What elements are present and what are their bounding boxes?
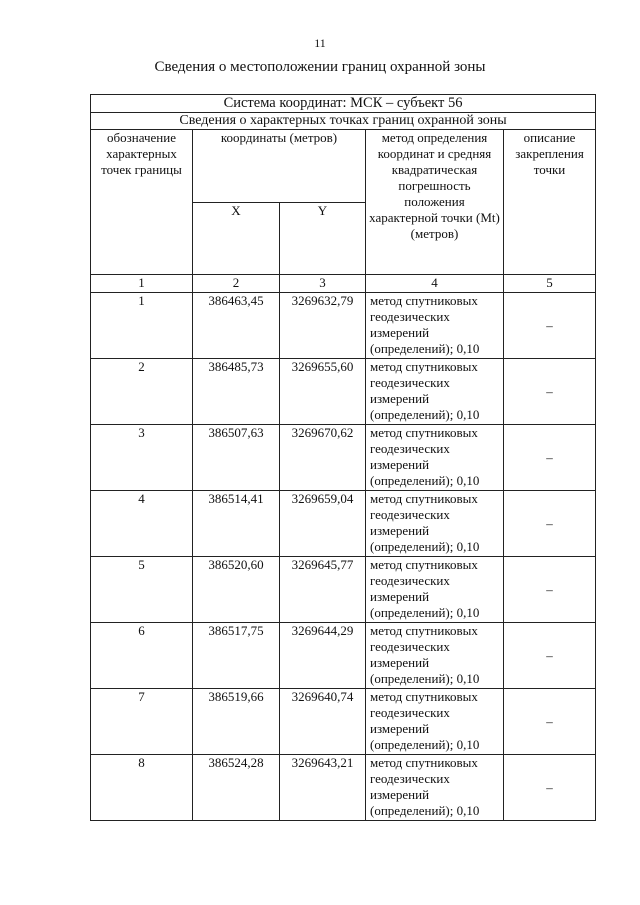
x-coordinate: 386507,63 bbox=[193, 425, 280, 491]
y-coordinate: 3269640,74 bbox=[280, 689, 366, 755]
column-number: 2 bbox=[193, 275, 280, 293]
point-number: 1 bbox=[91, 293, 193, 359]
method-cell: метод спутниковых геодезических измерений (определений); 0,10 bbox=[366, 755, 504, 821]
method-cell: метод спутниковых геодезических измерений (определений); 0,10 bbox=[366, 359, 504, 425]
description-cell: – bbox=[504, 557, 596, 623]
method-cell: метод спутниковых геодезических измерений (определений); 0,10 bbox=[366, 491, 504, 557]
x-coordinate: 386519,66 bbox=[193, 689, 280, 755]
header-coordinates: координаты (метров) bbox=[193, 130, 366, 203]
description-cell: – bbox=[504, 293, 596, 359]
description-cell: – bbox=[504, 359, 596, 425]
page-number: 11 bbox=[314, 36, 326, 50]
column-number: 1 bbox=[91, 275, 193, 293]
y-coordinate: 3269659,04 bbox=[280, 491, 366, 557]
header-description: описание закрепления точки bbox=[504, 130, 596, 275]
description-cell: – bbox=[504, 491, 596, 557]
point-number: 6 bbox=[91, 623, 193, 689]
table-row bbox=[91, 623, 596, 689]
table-row bbox=[91, 425, 596, 491]
header-x: X bbox=[193, 202, 280, 275]
y-coordinate: 3269670,62 bbox=[280, 425, 366, 491]
x-coordinate: 386463,45 bbox=[193, 293, 280, 359]
header-y: Y bbox=[280, 202, 366, 275]
point-number: 5 bbox=[91, 557, 193, 623]
section-label: Сведения о характерных точках границ охранной зоны bbox=[91, 113, 596, 130]
description-cell: – bbox=[504, 689, 596, 755]
x-coordinate: 386514,41 bbox=[193, 491, 280, 557]
coordinates-table bbox=[90, 94, 596, 821]
description-cell: – bbox=[504, 755, 596, 821]
column-number: 5 bbox=[504, 275, 596, 293]
x-coordinate: 386520,60 bbox=[193, 557, 280, 623]
y-coordinate: 3269644,29 bbox=[280, 623, 366, 689]
point-number: 4 bbox=[91, 491, 193, 557]
table-row bbox=[91, 491, 596, 557]
table-row bbox=[91, 689, 596, 755]
column-number: 4 bbox=[366, 275, 504, 293]
y-coordinate: 3269632,79 bbox=[280, 293, 366, 359]
method-cell: метод спутниковых геодезических измерений (определений); 0,10 bbox=[366, 689, 504, 755]
table-body bbox=[91, 293, 596, 821]
coordinate-system-label: Система координат: МСК – субъект 56 bbox=[91, 95, 596, 113]
table-row bbox=[91, 293, 596, 359]
table-row bbox=[91, 557, 596, 623]
x-coordinate: 386485,73 bbox=[193, 359, 280, 425]
header-method: метод определения координат и средняя квадратическая погрешность положения характерной точки (Mt) (метров) bbox=[366, 130, 504, 275]
method-cell: метод спутниковых геодезических измерений (определений); 0,10 bbox=[366, 623, 504, 689]
y-coordinate: 3269655,60 bbox=[280, 359, 366, 425]
point-number: 7 bbox=[91, 689, 193, 755]
column-number: 3 bbox=[280, 275, 366, 293]
method-cell: метод спутниковых геодезических измерений (определений); 0,10 bbox=[366, 425, 504, 491]
point-number: 2 bbox=[91, 359, 193, 425]
table-row bbox=[91, 755, 596, 821]
header-point: обозначение характерных точек границы bbox=[91, 130, 193, 275]
method-cell: метод спутниковых геодезических измерений (определений); 0,10 bbox=[366, 293, 504, 359]
y-coordinate: 3269643,21 bbox=[280, 755, 366, 821]
method-cell: метод спутниковых геодезических измерений (определений); 0,10 bbox=[366, 557, 504, 623]
x-coordinate: 386524,28 bbox=[193, 755, 280, 821]
description-cell: – bbox=[504, 623, 596, 689]
document-title: Сведения о местоположении границ охранной зоны bbox=[154, 59, 486, 75]
x-coordinate: 386517,75 bbox=[193, 623, 280, 689]
table-row bbox=[91, 359, 596, 425]
point-number: 3 bbox=[91, 425, 193, 491]
y-coordinate: 3269645,77 bbox=[280, 557, 366, 623]
description-cell: – bbox=[504, 425, 596, 491]
point-number: 8 bbox=[91, 755, 193, 821]
